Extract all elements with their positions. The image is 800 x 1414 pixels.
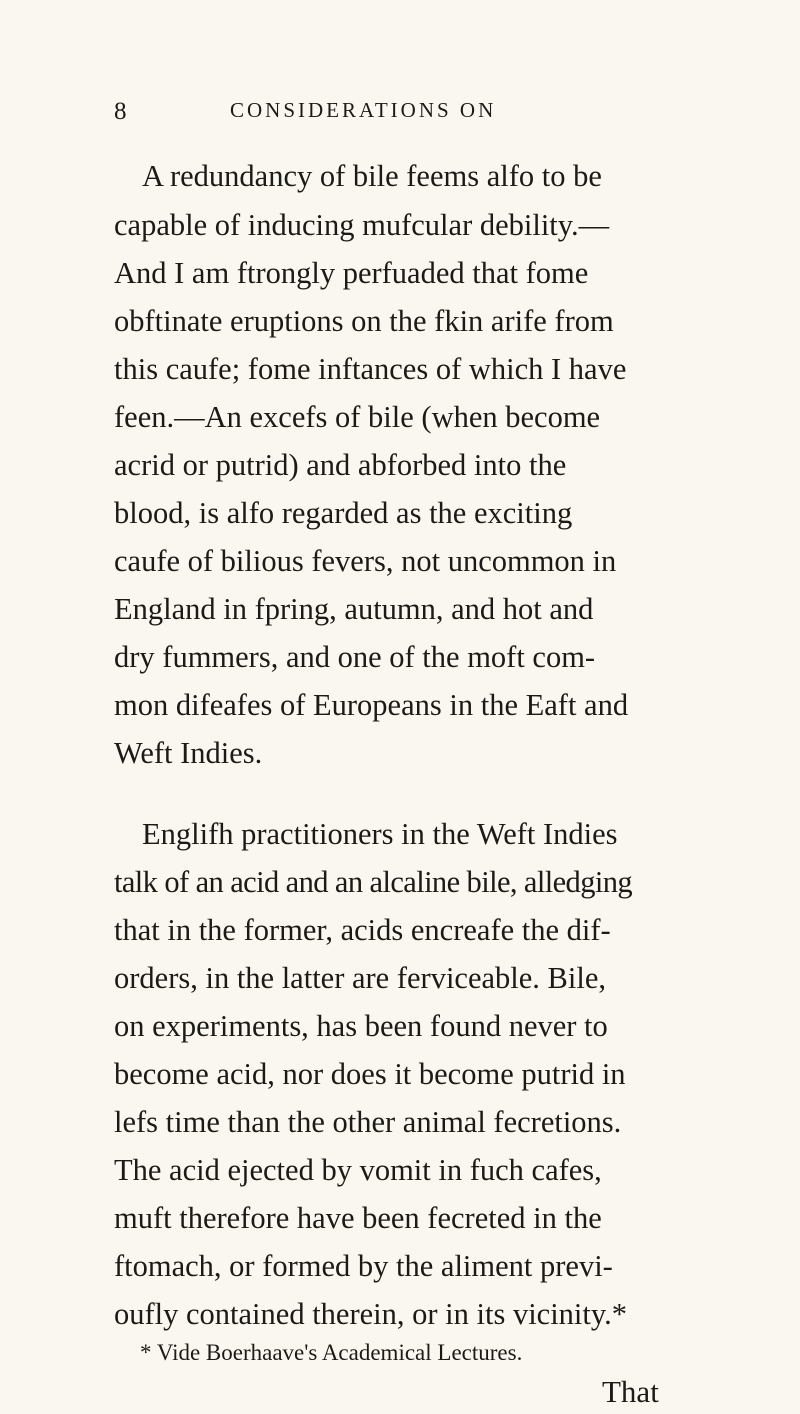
text-line: orders, in the latter are ferviceable. Bile, (114, 961, 606, 995)
text-line: The acid ejected by vomit in fuch cafes, (114, 1153, 602, 1187)
page-number: 8 (114, 98, 129, 125)
text-line: feen.—An excefs of bile (when become (114, 400, 601, 434)
text-line: muft therefore have been fecreted in the (114, 1201, 602, 1235)
text-line: dry fummers, and one of the moft com- (114, 640, 596, 674)
text-line: obftinate eruptions on the fkin arife from (114, 304, 614, 338)
text-line: oufly contained therein, or in its vicinity.* (114, 1297, 628, 1331)
text-line: And I am ftrongly perfuaded that fome (114, 256, 589, 290)
text-line: mon difeafes of Europeans in the Eaft and (114, 688, 629, 722)
text-line: blood, is alfo regarded as the exciting (114, 496, 573, 530)
running-head (114, 98, 674, 134)
text-line: Weft Indies. (114, 736, 263, 770)
text-line: caufe of bilious fevers, not uncommon in (114, 544, 617, 578)
text-line: that in the former, acids encreafe the dif- (114, 913, 611, 947)
text-line: A redundancy of bile feems alfo to be (142, 159, 602, 193)
running-head-title: CONSIDERATIONS ON (230, 98, 497, 122)
text-line: talk of an acid and an alcaline bile, alledging (114, 865, 633, 899)
text-line: on experiments, has been found never to (114, 1009, 608, 1043)
text-line: Englifh practitioners in the Weft Indies (142, 817, 618, 851)
text-line: become acid, nor does it become putrid in (114, 1057, 626, 1091)
text-line: ftomach, or formed by the aliment previ- (114, 1249, 613, 1283)
text-line: lefs time than the other animal fecretions. (114, 1105, 622, 1139)
text-line: capable of inducing mufcular debility.— (114, 208, 610, 242)
text-line: this caufe; fome inftances of which I have (114, 352, 627, 386)
catchword: That (602, 1374, 659, 1409)
text-line: England in fpring, autumn, and hot and (114, 592, 594, 626)
text-line: acrid or putrid) and abforbed into the (114, 448, 567, 482)
footnote: * Vide Boerhaave's Academical Lectures. (140, 1340, 523, 1365)
